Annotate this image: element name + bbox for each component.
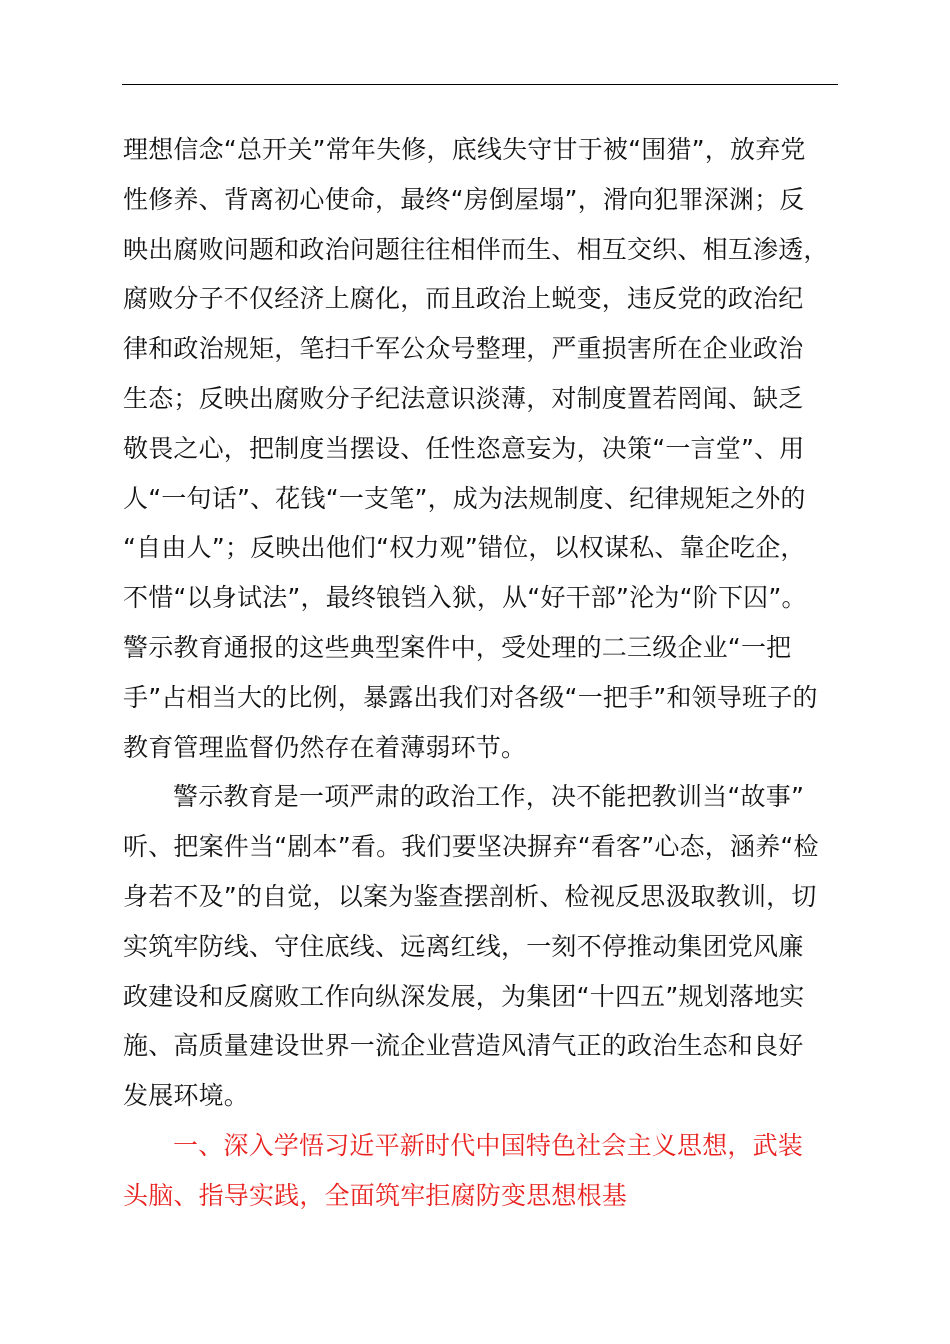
text-line: 理想信念“总开关”常年失修，底线失守甘于被“围猎”，放弃党 (123, 135, 806, 164)
text-line: 映出腐败问题和政治问题往往相伴而生、相互交织、相互渗透， (123, 234, 829, 264)
text-line: 警示教育通报的这些典型案件中，受处理的二三级企业“一把 (123, 632, 792, 662)
text-line: 手”占相当大的比例，暴露出我们对各级“一把手”和领导班子的 (123, 682, 818, 712)
text-line: 教育管理监督仍然存在着薄弱环节。 (123, 732, 527, 762)
text-line: 发展环境。 (123, 1081, 250, 1111)
header-rule (122, 84, 838, 85)
text-line: 警示教育是一项严肃的政治工作，决不能把教训当“故事” (173, 782, 805, 812)
text-line: 身若不及”的自觉，以案为鉴查摆剖析、检视反思汲取教训，切 (123, 881, 817, 911)
section-heading-1 (123, 1121, 839, 1221)
heading-line: 头脑、指导实践，全面筑牢拒腐防变思想根基 (123, 1180, 628, 1210)
text-line: 律和政治规矩，笔扫千军公众号整理，严重损害所在企业政治 (123, 334, 804, 364)
text-line: 实筑牢防线、守住底线、远离红线，一刻不停推动集团党风廉 (123, 931, 804, 961)
text-line: 敬畏之心，把制度当摆设、任性恣意妄为，决策“一言堂”、用 (123, 433, 805, 463)
heading-line: 一、深入学悟习近平新时代中国特色社会主义思想，武装 (173, 1130, 804, 1160)
text-line: 不惜“以身试法”，最终锒铛入狱，从“好干部”沦为“阶下囚”。 (123, 583, 807, 613)
text-line: 性修养、背离初心使命，最终“房倒屋塌”，滑向犯罪深渊；反 (123, 184, 805, 214)
text-line: 人“一句话”、花钱“一支笔”，成为法规制度、纪律规矩之外的 (123, 483, 806, 513)
text-line: 腐败分子不仅经济上腐化，而且政治上蜕变，违反党的政治纪 (123, 284, 804, 314)
document-body (123, 125, 839, 1221)
paragraph-1 (123, 125, 839, 772)
text-line: 听、把案件当“剧本”看。我们要坚决摒弃“看客”心态，涵养“检 (123, 832, 819, 862)
text-line: “自由人”；反映出他们“权力观”错位，以权谋私、靠企吃企， (123, 533, 806, 563)
text-line: 施、高质量建设世界一流企业营造风清气正的政治生态和良好 (123, 1031, 804, 1061)
text-line: 生态；反映出腐败分子纪法意识淡薄，对制度置若罔闻、缺乏 (123, 383, 804, 413)
paragraph-2 (123, 772, 839, 1121)
text-line: 政建设和反腐败工作向纵深发展，为集团“十四五”规划落地实 (123, 981, 805, 1011)
